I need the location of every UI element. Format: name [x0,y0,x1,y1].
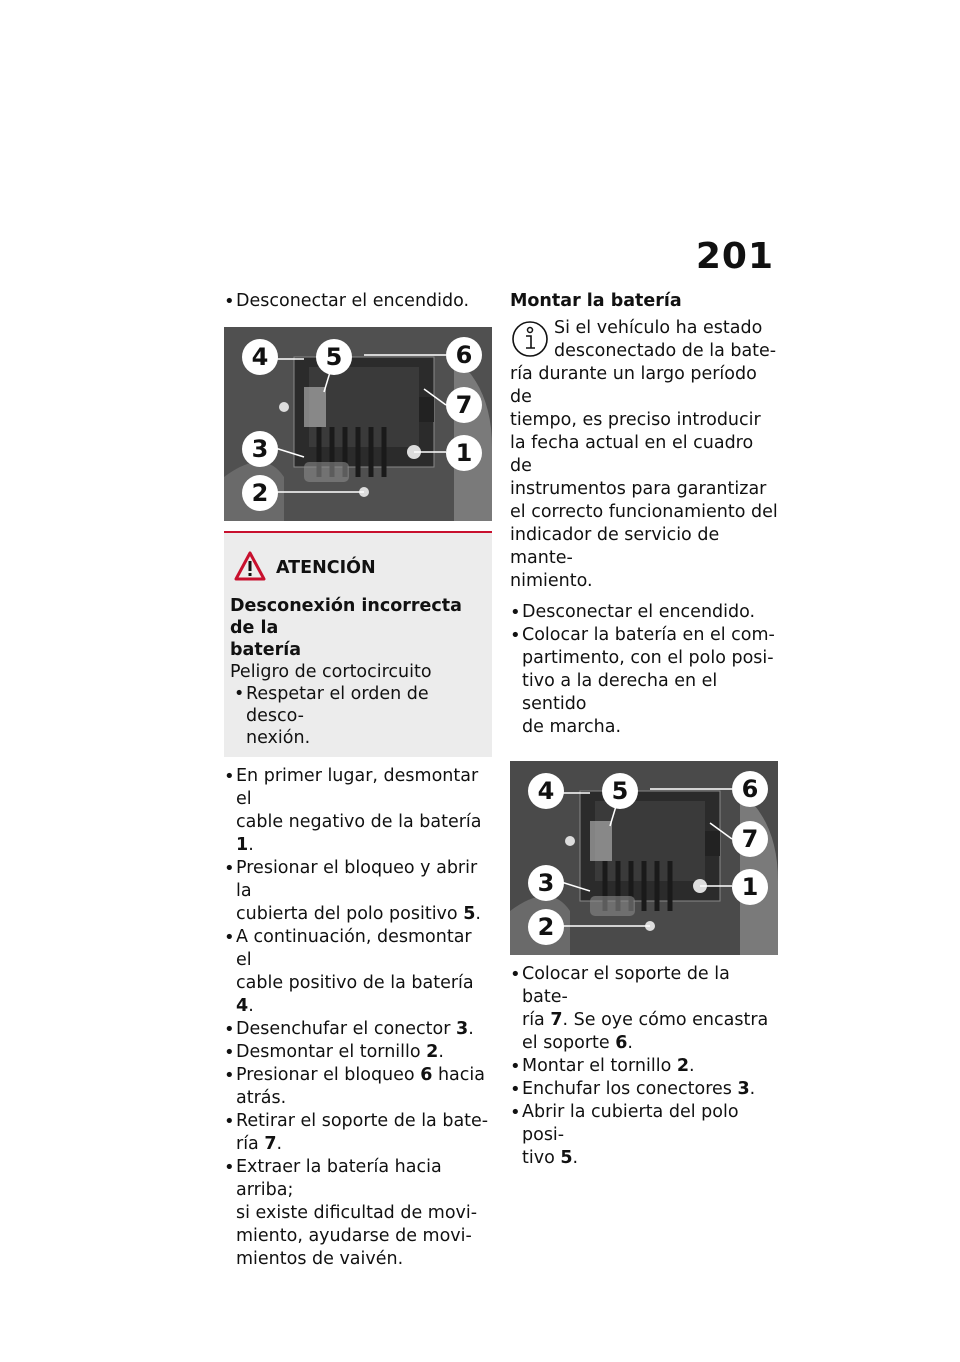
step-ref: 6 [420,1065,433,1085]
step-ref: 2 [426,1042,439,1062]
step-text: En primer lugar, desmontar el cable negativo de la batería [236,766,482,832]
list-item: • Enchufar los conectores 3. [510,1078,778,1101]
list-item: • Colocar el soporte de la bate- ría 7. Se oye cómo encastra el soporte 6. [510,963,778,1055]
photo-label-6: 6 [732,771,768,807]
info-block [510,317,778,593]
warning-triangle-icon [234,551,266,585]
page-number: 201 [695,236,774,277]
right-column [510,290,778,1170]
step-ref: 7 [550,1010,563,1030]
step-text: Desconectar el encendido. [236,291,470,311]
warning-box [224,531,492,757]
section-title: Montar la batería [510,291,682,311]
warning-subtitle: Desconexión incorrecta de la batería [230,596,462,660]
photo-label-7: 7 [732,821,768,857]
intro-steps [224,290,492,313]
list-item [224,1064,492,1110]
step-text: Presionar el bloqueo [236,1065,421,1085]
photo-label-5: 5 [602,773,638,809]
list-item [224,290,492,313]
step-ref: 7 [264,1134,277,1154]
battery-photo-removal [224,327,492,521]
step-ref: 1 [236,835,249,855]
list-item: • Abrir la cubierta del polo posi- tivo 5. [510,1101,778,1170]
step-ref: 3 [737,1079,750,1099]
info-text: Si el vehículo ha estado desconectado de la bate- ría durante un largo período de tiempo, es preciso introducir la fecha actual en el cuadro de instrumentos para garantizar el correcto funcionamiento del indicador de servicio de mante- nimiento. [510,318,778,591]
install-steps-b [510,963,778,1170]
warning-header [230,551,480,585]
list-item [224,1156,492,1271]
step-text: Retirar el soporte de la bate- ría [236,1111,489,1154]
info-icon [510,319,550,359]
list-item: • Respetar el orden de desco- nexión. [230,683,480,749]
battery-photo-install [510,761,778,955]
photo-label-1: 1 [446,435,482,471]
list-item: • Desenchufar el conector 3. [224,1018,492,1041]
step-ref: 5 [560,1148,573,1168]
list-item: • Montar el tornillo 2. [510,1055,778,1078]
photo-label-4: 4 [242,339,278,375]
list-item [510,601,778,624]
list-item: • Desmontar el tornillo 2. [224,1041,492,1064]
step-text: Desconectar el encendido. [522,602,756,622]
photo-label-3: 3 [528,865,564,901]
list-item [510,624,778,739]
list-item: • Presionar el bloqueo y abrir la cubierta del polo positivo 5. [224,857,492,926]
warning-text: Peligro de cortocircuito [230,662,432,682]
step-ref: 3 [456,1019,469,1039]
photo-label-4: 4 [528,773,564,809]
photo-label-1: 1 [732,869,768,905]
list-item: • A continuación, desmontar el cable positivo de la batería 4. [224,926,492,1018]
list-item: • Retirar el soporte de la bate- ría 7. [224,1110,492,1156]
step-ref: 4 [236,996,249,1016]
step-text: Abrir la cubierta del polo posi- tivo [522,1102,739,1168]
photo-label-3: 3 [242,431,278,467]
warning-list [230,683,480,749]
step-text: Enchufar los conectores [522,1079,738,1099]
photo-label-5: 5 [316,339,352,375]
step-text: Colocar el soporte de la bate- ría [522,964,730,1030]
step-text-after: . Se oye cómo encastra el soporte [522,1010,769,1053]
step-ref: 2 [676,1056,690,1076]
photo-label-2: 2 [242,475,278,511]
left-column [224,290,492,1271]
step-text: Desmontar el tornillo [236,1042,427,1062]
step-text: Colocar la batería en el com- partimento, con el polo posi- tivo a la derecha en el sentido de marcha. [522,625,775,737]
step-text: Extraer la batería hacia arriba; si existe dificultad de movi- miento, ayudarse de movi- mientos de vaivén. [236,1157,478,1269]
list-item: • En primer lugar, desmontar el cable negativo de la batería 1. [224,765,492,857]
removal-steps [224,765,492,1271]
step-ref: 6 [615,1033,628,1053]
step-text: Montar el tornillo [522,1056,677,1076]
step-text: A continuación, desmontar el cable positivo de la batería [236,927,474,993]
step-text: Desenchufar el conector [236,1019,456,1039]
warning-title: ATENCIÓN [276,558,376,578]
photo-label-7: 7 [446,387,482,423]
photo-label-2: 2 [528,909,564,945]
install-steps-a [510,601,778,739]
photo-label-6: 6 [446,337,482,373]
step-text-after: hacia atrás. [236,1065,485,1108]
step-ref: 5 [463,904,476,924]
step-text: Presionar el bloqueo y abrir la cubierta del polo positivo [236,858,478,924]
